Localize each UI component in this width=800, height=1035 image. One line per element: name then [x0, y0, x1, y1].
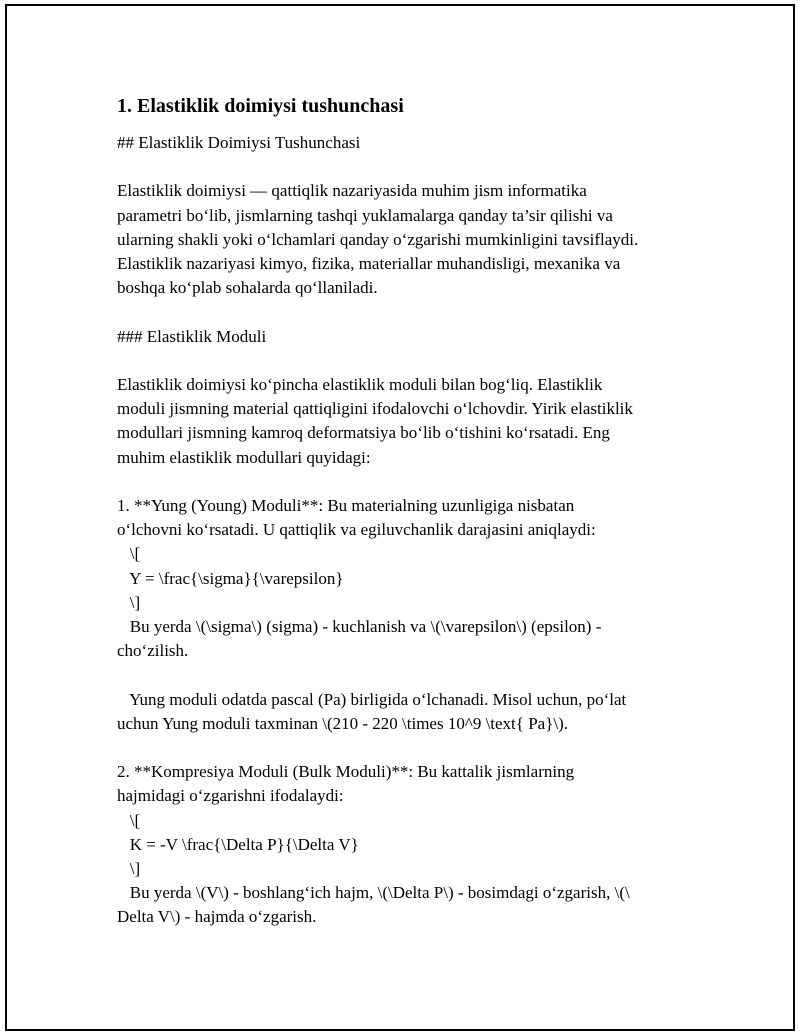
text-line: ularning shakli yoki o‘lchamlari qanday o‘zgarishi mumkinligini tavsiflaydi. [117, 229, 639, 249]
text-line: modullari jismning kamroq deformatsiya bo‘lib o‘tishini ko‘rsatadi. Eng [117, 423, 610, 443]
text-line: Y = \frac{\sigma}{\varepsilon} [117, 568, 344, 588]
text-line: moduli jismning material qattiqligini ifodalovchi o‘lchovdir. Yirik elastiklik [117, 399, 633, 419]
text-line: Elastiklik nazariyasi kimyo, fizika, materiallar muhandisligi, mexanika va [117, 254, 621, 273]
text-line: muhim elastiklik modullari quyidagi: [117, 447, 371, 467]
document-heading: 1. Elastiklik doimiysi tushunchasi [117, 95, 404, 117]
text-line: o‘lchovni ko‘rsatadi. U qattiqlik va egiluvchanlik darajasini aniqlaydi: [117, 520, 596, 540]
text-line: 1. **Yung (Young) Moduli**: Bu materialning uzunligiga nisbatan [117, 495, 575, 515]
document-text [117, 131, 697, 930]
text-line: Elastiklik doimiysi ko‘pincha elastiklik moduli bilan bog‘liq. Elastiklik [117, 374, 603, 394]
blank-line [117, 155, 697, 179]
blank-line [117, 300, 697, 324]
blank-line [117, 470, 697, 494]
text-line: Bu yerda \(V\) - boshlang‘ich hajm, \(\Delta P\) - bosimdagi o‘zgarish, \(\ [117, 883, 630, 903]
text-line: parametri bo‘lib, jismlarning tashqi yuklamalarga qanday ta’sir qilishi va [117, 205, 613, 225]
blank-line [117, 349, 697, 373]
document-body [117, 93, 697, 930]
text-line: cho‘zilish. [117, 641, 189, 661]
text-line: \] [117, 592, 141, 612]
blank-line [117, 736, 697, 760]
blank-line [117, 663, 697, 687]
text-line: boshqa ko‘plab sohalarda qo‘llaniladi. [117, 278, 378, 298]
text-line: ## Elastiklik Doimiysi Tushunchasi [117, 133, 361, 152]
text-line: 2. **Kompresiya Moduli (Bulk Moduli)**: Bu kattalik jismlarning [117, 762, 575, 782]
text-line: \[ [117, 810, 141, 830]
text-line: Bu yerda \(\sigma\) (sigma) - kuchlanish va \(\varepsilon\) (epsilon) - [117, 617, 602, 636]
text-line: K = -V \frac{\Delta P}{\Delta V} [117, 834, 359, 854]
text-line: Delta V\) - hajmda o‘zgarish. [117, 907, 317, 927]
text-line: Yung moduli odatda pascal (Pa) birligida o‘lchanadi. Misol uchun, po‘lat [117, 689, 627, 709]
text-line: uchun Yung moduli taxminan \(210 - 220 \times 10^9 \text{ Pa}\). [117, 713, 568, 733]
text-line: \] [117, 859, 141, 878]
text-line: ### Elastiklik Moduli [117, 326, 267, 346]
text-line: Elastiklik doimiysi — qattiqlik nazariyasida muhim jism informatika [117, 181, 587, 201]
text-line: \[ [117, 544, 141, 564]
text-line: hajmidagi o‘zgarishni ifodalaydi: [117, 786, 344, 806]
